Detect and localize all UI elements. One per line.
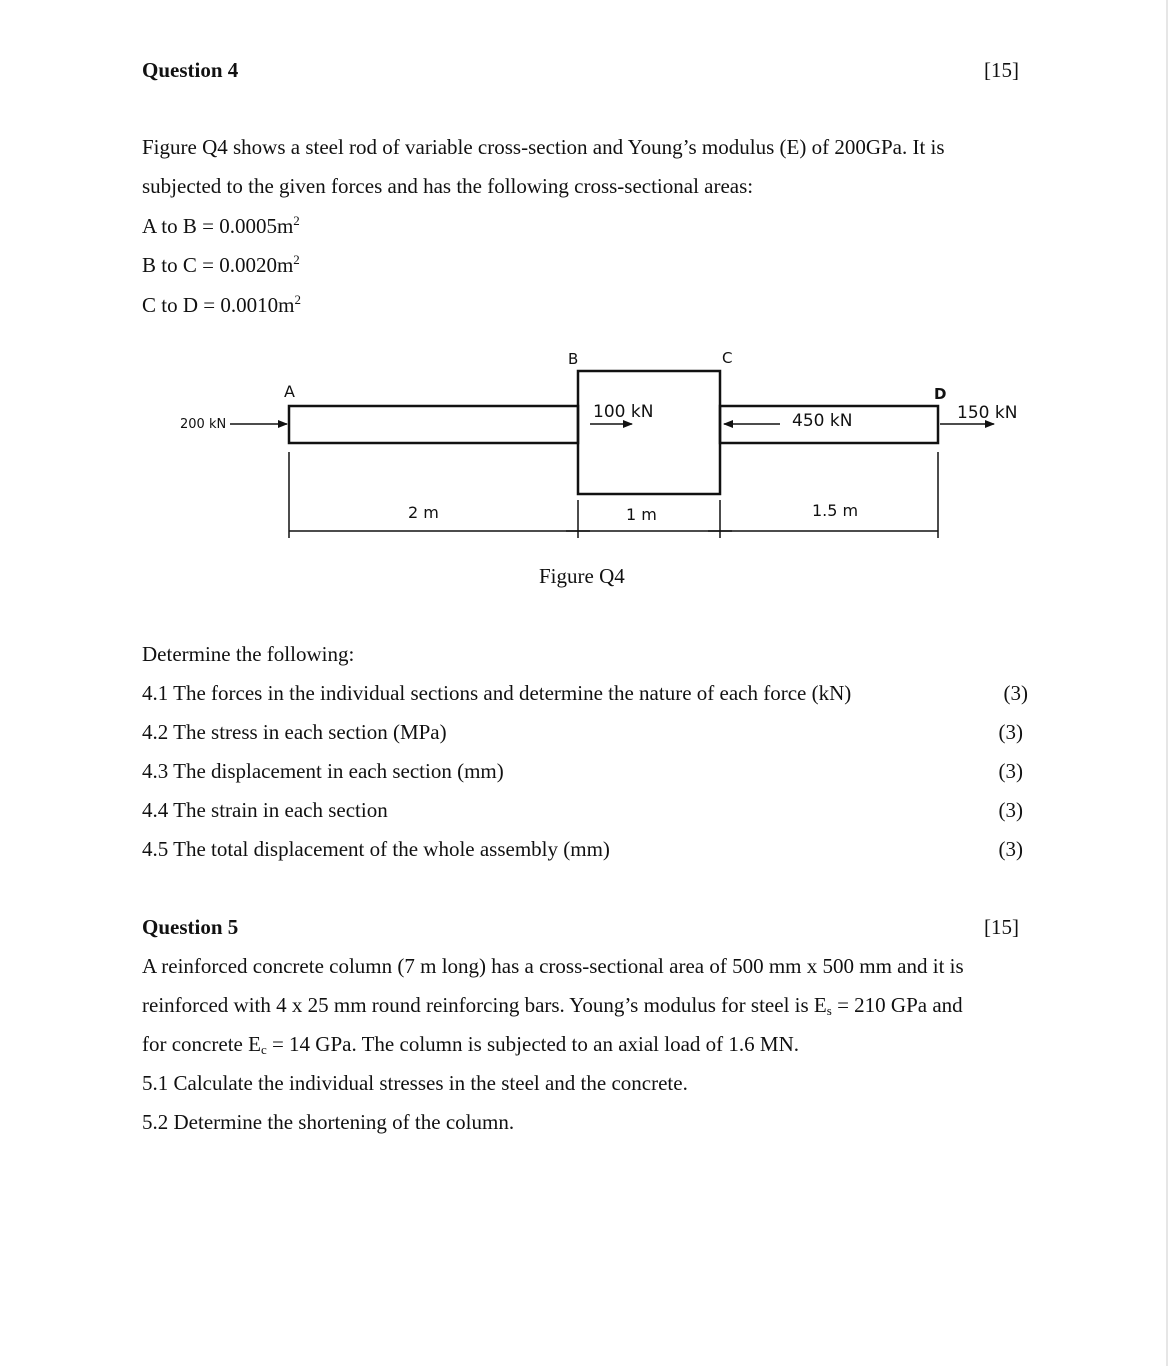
- force-c-label: 450 kN: [792, 411, 853, 431]
- figure-caption: Figure Q4: [539, 564, 625, 588]
- q5-line2: [142, 993, 963, 1018]
- point-d-label: D: [934, 385, 947, 403]
- area-ab-exponent: 2: [293, 213, 300, 228]
- area-bc: [142, 253, 300, 278]
- area-bc-text: B to C = 0.0020m: [142, 253, 294, 277]
- point-a-label: A: [284, 382, 295, 401]
- q4-item-2: 4.2 The stress in each section (MPa): [142, 720, 447, 744]
- q4-item-4: 4.4 The strain in each section: [142, 798, 388, 822]
- q4-intro-line2: subjected to the given forces and has the following cross-sectional areas:: [142, 174, 754, 198]
- question-5-marks: [15]: [984, 915, 1019, 939]
- q5-item-1: 5.1 Calculate the individual stresses in the steel and the concrete.: [142, 1071, 688, 1095]
- q5-line3-value: = 14 GPa. The column is subjected to an axial load of 1.6 MN.: [266, 1032, 799, 1056]
- area-ab: [142, 214, 300, 239]
- force-b-label: 100 kN: [593, 402, 654, 422]
- question-5-title: Question 5: [142, 915, 239, 939]
- q4-item-3-marks: (3): [998, 759, 1023, 783]
- q4-item-1-marks: (3): [1003, 681, 1028, 705]
- concrete-modulus-subscript: c: [260, 1042, 267, 1057]
- area-cd-exponent: 2: [294, 292, 301, 307]
- q4-item-5: 4.5 The total displacement of the whole assembly (mm): [142, 837, 610, 861]
- q4-item-1: 4.1 The forces in the individual sections and determine the nature of each force (kN): [142, 681, 852, 705]
- q4-item-5-marks: (3): [998, 837, 1023, 861]
- section-bc: [578, 371, 720, 494]
- area-ab-text: A to B = 0.0005m: [142, 214, 294, 238]
- q5-line3: [142, 1032, 799, 1057]
- length-ab-label: 2 m: [408, 503, 439, 522]
- length-cd-label: 1.5 m: [812, 501, 859, 520]
- force-d-label: 150 kN: [957, 403, 1018, 423]
- area-bc-exponent: 2: [293, 252, 300, 267]
- determine-heading: Determine the following:: [142, 642, 355, 666]
- point-c-label: C: [722, 349, 733, 367]
- figure-q4-diagram: [0, 340, 1170, 550]
- question-4-marks: [15]: [984, 58, 1019, 82]
- q5-item-2: 5.2 Determine the shortening of the column.: [142, 1110, 515, 1134]
- section-ab: [289, 406, 578, 443]
- q4-item-3: 4.3 The displacement in each section (mm): [142, 759, 504, 783]
- question-4-title: Question 4: [142, 58, 239, 82]
- area-cd-text: C to D = 0.0010m: [142, 293, 295, 317]
- q4-item-2-marks: (3): [998, 720, 1023, 744]
- length-bc-label: 1 m: [626, 505, 657, 524]
- point-b-label: B: [568, 350, 579, 368]
- q5-line3-text: for concrete E: [142, 1032, 261, 1056]
- steel-modulus-subscript: s: [826, 1003, 832, 1018]
- q4-item-4-marks: (3): [998, 798, 1023, 822]
- q5-line1: A reinforced concrete column (7 m long) has a cross-sectional area of 500 mm x 500 mm and it is: [142, 954, 964, 978]
- q4-intro-line1: Figure Q4 shows a steel rod of variable cross-section and Young’s modulus (E) of 200GPa. It is: [142, 135, 945, 159]
- q5-line2-text: reinforced with 4 x 25 mm round reinforcing bars. Young’s modulus for steel is E: [142, 993, 827, 1017]
- force-a-label: 200 kN: [180, 417, 227, 432]
- q5-line2-value: = 210 GPa and: [831, 993, 963, 1017]
- area-cd: [142, 293, 301, 318]
